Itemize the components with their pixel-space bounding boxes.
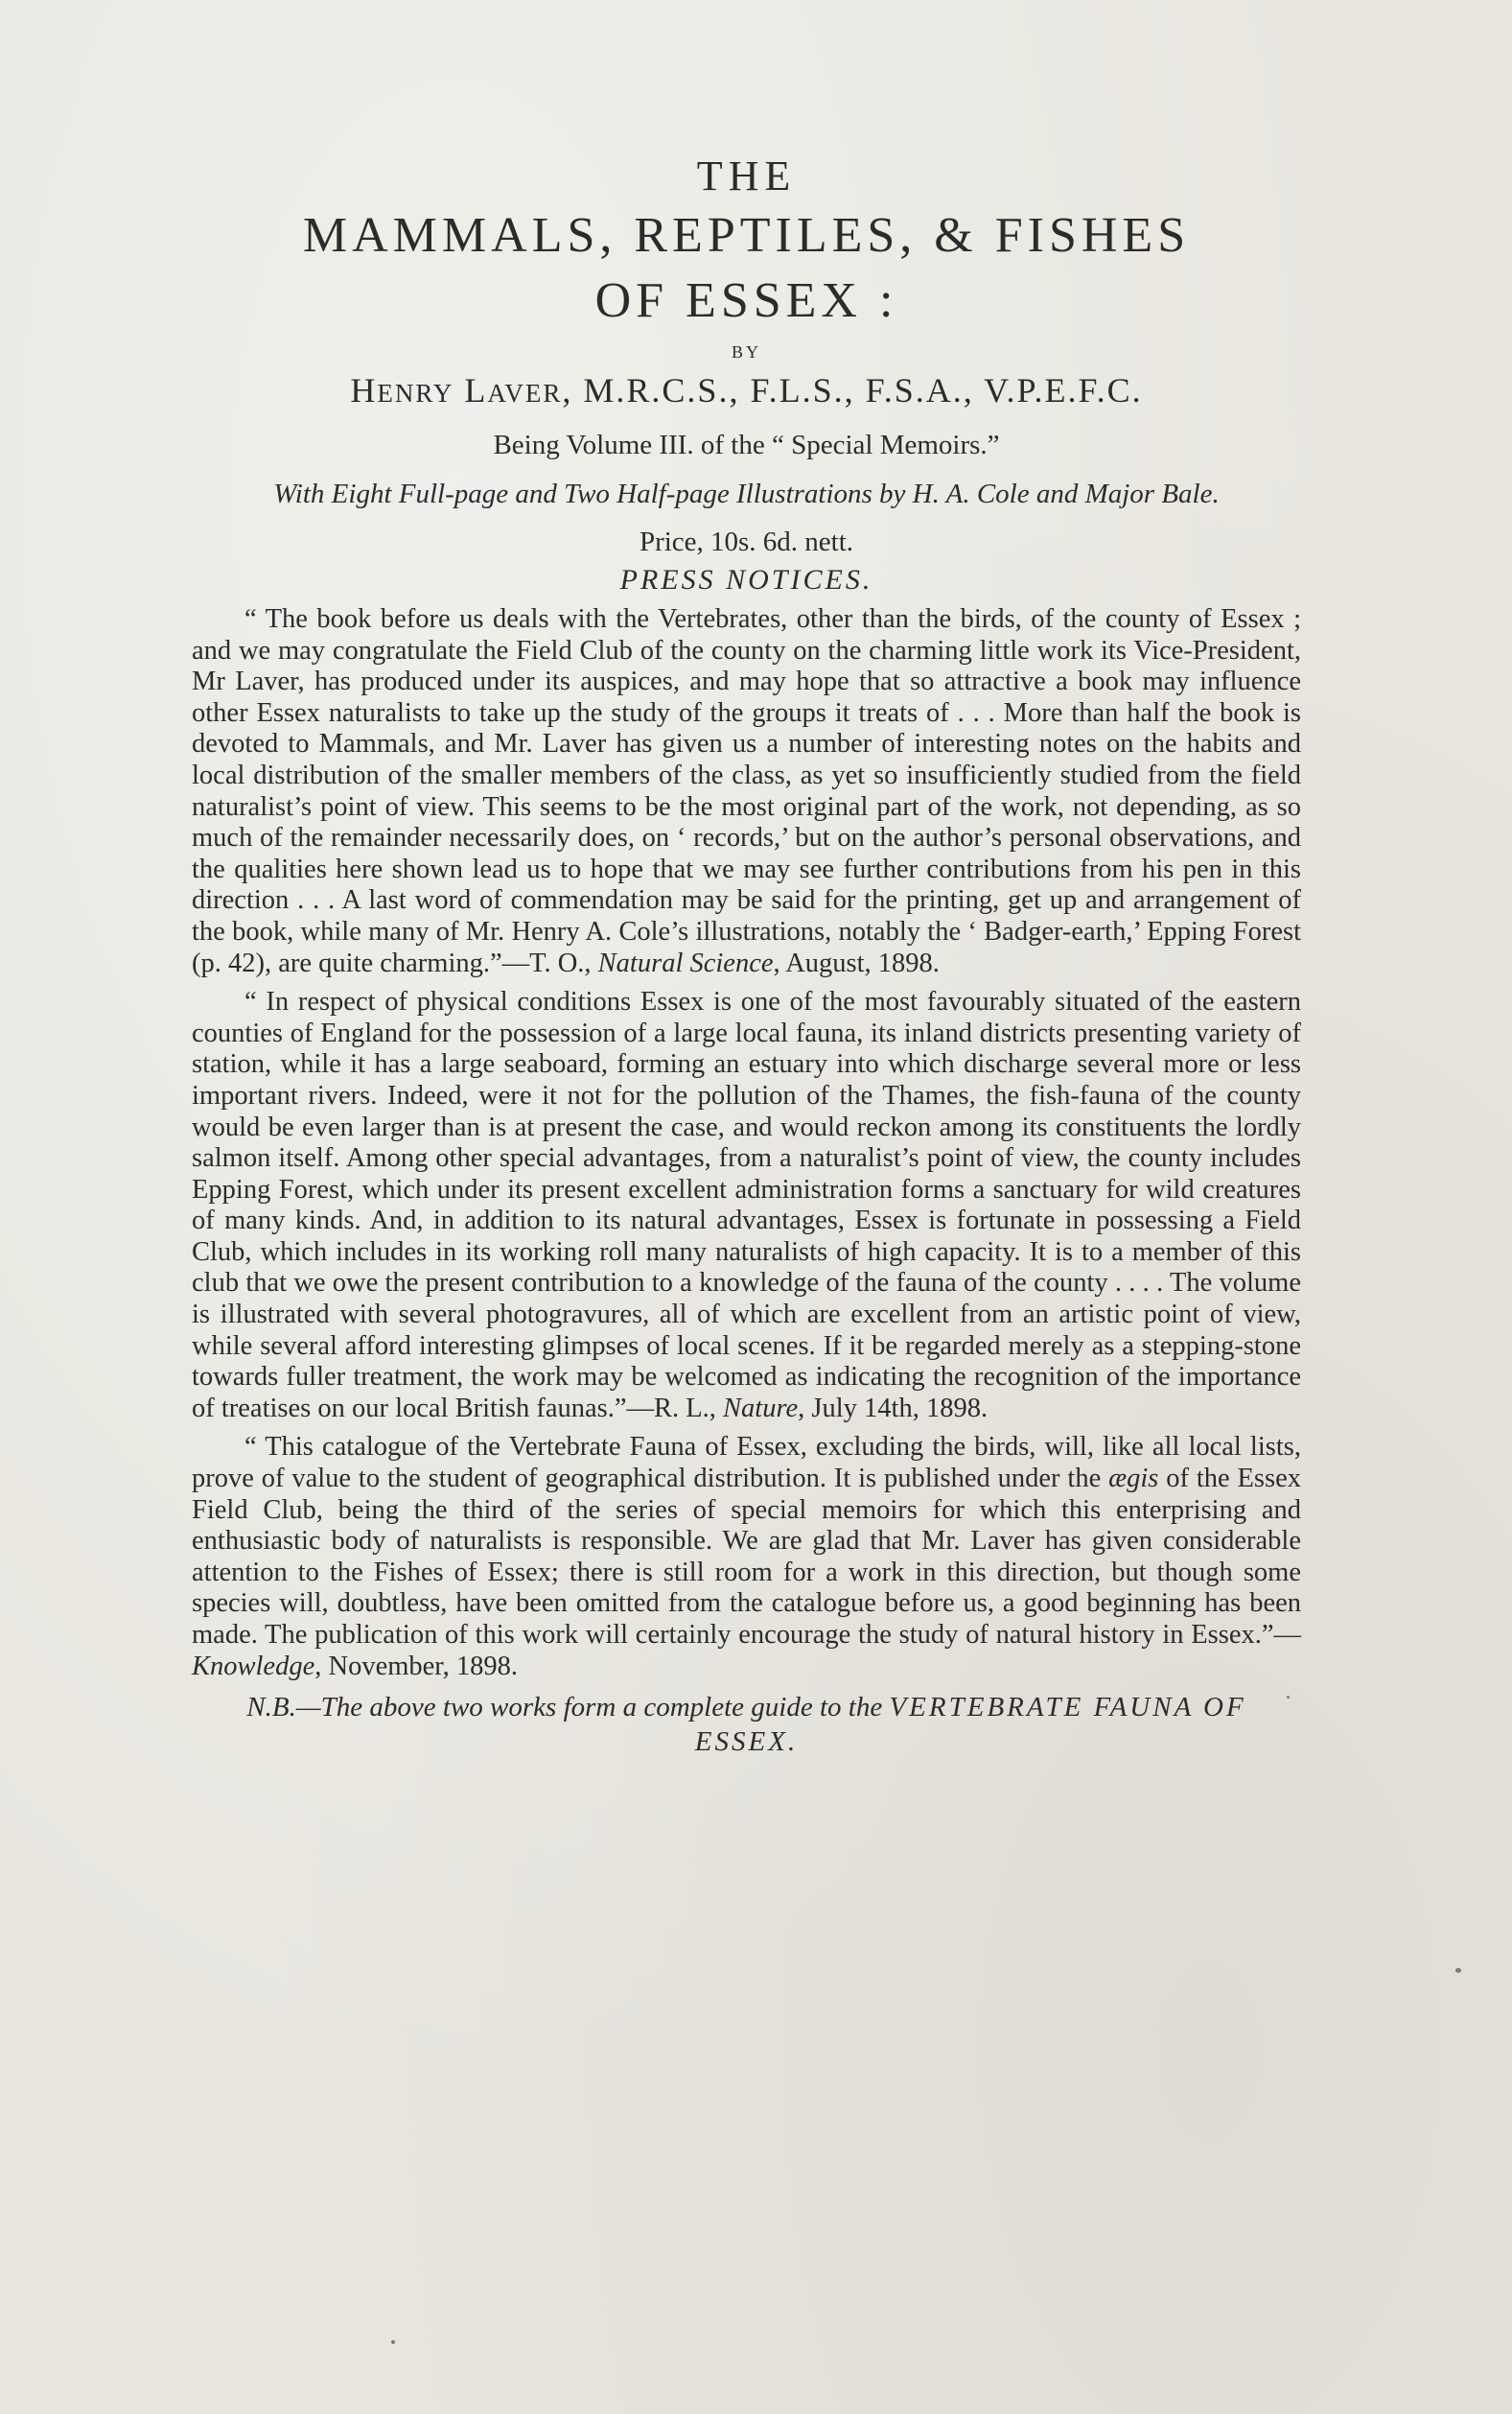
press-notice-knowledge xyxy=(192,1432,1301,1682)
notice-3-source: Knowledge xyxy=(192,1651,315,1681)
author-degrees: , M.R.C.S., F.L.S., F.S.A., V.P.E.F.C. xyxy=(562,371,1143,410)
author-last-initial: L xyxy=(464,371,488,410)
price-line: Price, 10s. 6d. nett. xyxy=(639,527,854,557)
title-line-1: MAMMALS, REPTILES, & FISHES xyxy=(302,208,1191,263)
notice-1-source: Natural Science xyxy=(597,948,774,978)
nb-caps: VERTEBRATE FAUNA OF ESSEX. xyxy=(694,1692,1246,1758)
illustrations-line: With Eight Full-page and Two Half-page Illustrations by H. A. Cole and Major Bale. xyxy=(273,479,1220,509)
title-block xyxy=(192,152,1301,461)
notice-3-text-a: “ This catalogue of the Vertebrate Fauna of Essex, excluding the birds, will, like all local lists, prove of value to the student of geographical distribution. It is published under the xyxy=(192,1432,1301,1494)
notice-2-date: , July 14th, 1898. xyxy=(798,1393,989,1423)
by-label: BY xyxy=(731,342,761,362)
nb-prefix: N.B.—The above two works form a complete guide to the xyxy=(246,1692,890,1723)
advertisement-content xyxy=(192,144,1301,1759)
notice-1-text: “ The book before us deals with the Vertebrates, other than the birds, of the county of Essex ; and we may congratulate the Field Club of the county on the charming little work its Vice-President, Mr Laver, has produced under its auspices, and may hope that so attractive a book may influence other Essex naturalists to take up the study of the groups it treats of . . . More than half the book is devoted to Mammals, and Mr. Laver has given us a number of interesting notes on the habits and local distribution of the smaller members of the class, as yet so insufficiently studied from the field naturalist’s point of view. This seems to be the most original part of the work, not depending, as so much of the remainder necessarily does, on ‘ records,’ but on the author’s personal observations, and the qualities here shown lead us to hope that we may see further contributions from his pen in this direction . . . A last word of commendation may be said for the printing, get up and arrangement of the book, while many of Mr. Henry A. Cole’s illustrations, notably the ‘ Badger-earth,’ Epping Forest (p. 42), are quite charming.”—T. O., xyxy=(192,604,1301,978)
notice-3-text-b: of the Essex Field Club, being the third of the series of special memoirs for which this enterprising and enthusiastic body of naturalists is responsible. We are glad that Mr. Laver has given considerable attention to the Fishes of Essex; there is still room for a work in this direction, but though some species will, doubtless, have been omitted from the catalogue before us, a good beginning has been made. The publication of this work will certainly encourage the study of natural history in Essex.”— xyxy=(192,1464,1301,1650)
press-notice-nature xyxy=(192,987,1301,1424)
volume-line: Being Volume III. of the “ Special Memoirs.” xyxy=(493,430,1000,460)
paper-speck xyxy=(1287,1696,1290,1699)
title-the: THE xyxy=(696,152,797,199)
notice-3-aegis: ægis xyxy=(1108,1464,1159,1494)
notice-3-date: , November, 1898. xyxy=(314,1651,519,1681)
paper-speck xyxy=(1455,1968,1461,1973)
press-notices-heading: PRESS NOTICES. xyxy=(619,564,873,596)
title-line-2: OF ESSEX : xyxy=(594,273,898,328)
author-line xyxy=(192,370,1301,410)
notice-2-text: “ In respect of physical conditions Essex is one of the most favourably situated of the eastern counties of England for the possession of a large local fauna, its inland districts presenting variety of station, while it has a large seaboard, forming an estuary into which discharge several more or less important rivers. Indeed, were it not for the pollution of the Thames, the fish-fauna of the county would be even larger than is at present the case, and would reckon among its constituents the lordly salmon itself. Among other special advantages, from a naturalist’s point of view, the county includes Epping Forest, which under its present excellent administration forms a sanctuary for wild creatures of many kinds. And, in addition to its natural advantages, Essex is fortunate in possessing a Field Club, which includes in its working roll many naturalists of high capacity. It is to a member of this club that we owe the present contribution to a knowledge of the fauna of the county . . . . The volume is illustrated with several photogravures, all of which are excellent from an artistic point of view, while several afford interesting glimpses of local scenes. If it be regarded merely as a stepping-stone towards fuller treatment, the work may be welcomed as indicating the recognition of the importance of treatises on our local British faunas.”—R. L., xyxy=(192,987,1301,1423)
author-first-initial: H xyxy=(350,371,378,410)
notice-2-source: Nature xyxy=(723,1393,799,1423)
press-notice-natural-science xyxy=(192,604,1301,979)
notice-1-date: , August, 1898. xyxy=(773,948,940,978)
nb-note xyxy=(192,1690,1301,1759)
author-first-rest: ENRY xyxy=(377,379,454,408)
paper-speck xyxy=(391,2340,395,2344)
author-last-rest: AVER xyxy=(487,379,563,408)
